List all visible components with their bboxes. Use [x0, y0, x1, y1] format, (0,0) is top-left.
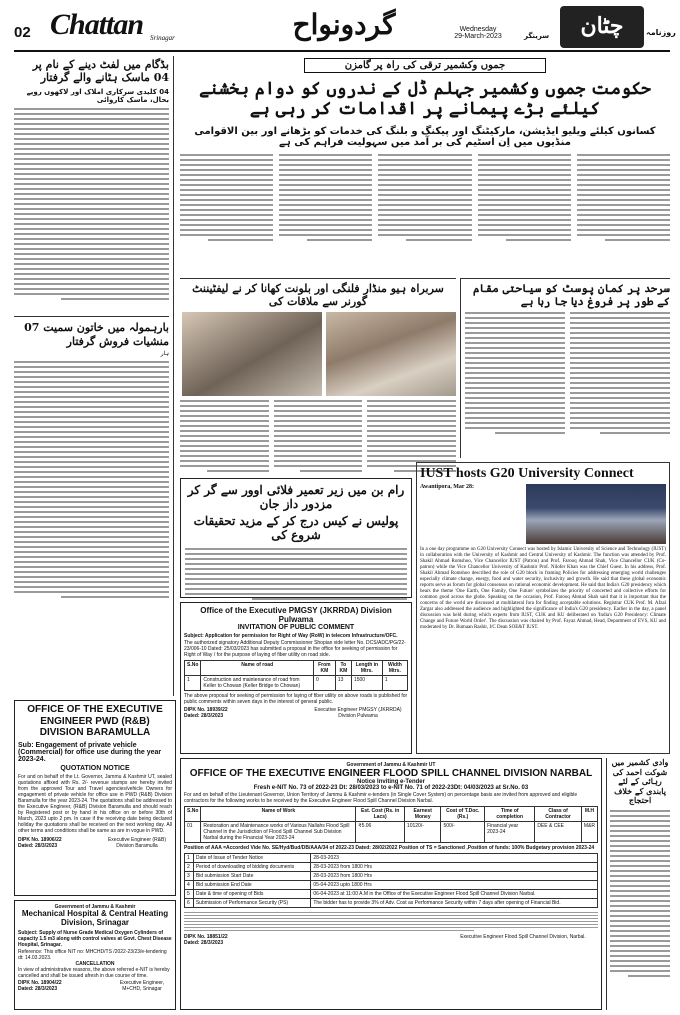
right-bottom-headline: وادی کشمیر میں شوکت احمد کی رہائی کے لئے پابندی کے خلاف احتجاج	[611, 757, 669, 806]
flood-cell-sno: 01	[185, 822, 201, 843]
sched-value: 28-03-2023 from 1800 Hrs	[311, 872, 598, 881]
flood-dipk: DIPK No. 18851/22	[184, 934, 228, 940]
mech-title: Mechanical Hospital & Central Heating Division, Srinagar	[21, 909, 169, 927]
pmgsy-th-length: Length in Mtrs.	[351, 661, 382, 676]
mech-body: In view of administrative reasons, the above referred e-NIT is hereby cancelled and shall be issued afresh in due course of time.	[18, 966, 170, 979]
flood-notes	[184, 912, 598, 931]
flood-dated: Dated: 28/3/2023	[184, 940, 224, 946]
day-text: Wednesday	[459, 26, 497, 33]
flood-cell-mh: M&R	[581, 822, 597, 843]
main-story	[180, 56, 670, 276]
flood-intro: For and on behalf of the Lieutenant Governor, Union Territory of Jammu & Kashmir e-tenders (in Single Cover System) on percentage basis are invited from approved and eligible contractors for the following works to be received by the Executive Engineer Flood Spill Channel Division Narbal.	[184, 792, 578, 804]
pmgsy-signer: Executive Engineer PMGSY (JKRRDA) Division Pulwama	[314, 707, 402, 719]
flood-schedule-table	[184, 853, 598, 908]
pwd-ad	[14, 700, 176, 896]
right-bottom-story	[606, 758, 670, 1010]
flood-th-cost: Est. Cost (Rs. in Lacs)	[356, 807, 405, 822]
lg-body-col3	[180, 400, 269, 480]
story1-title: بڈگام میں لفٹ دینے کے نام پر 04 ماسک ہٹانے والے گرفتار	[32, 58, 169, 85]
pmgsy-cell-road: Construction and maintenance of road from Keller to Chowan (Keller Bridge to Chowan)	[201, 676, 314, 691]
rambaan-subhead: پولیس نے کیس درج کر کے مزید تحقیقات شروع کی	[193, 513, 399, 543]
lg-body-col2	[274, 400, 363, 480]
sched-value: 28-03-2023	[311, 854, 598, 863]
table-row	[185, 872, 598, 881]
main-body-col1	[577, 154, 670, 250]
table-row	[185, 899, 598, 908]
iust-photo	[526, 484, 666, 544]
pwd-dated: Dated: 28/3/2023	[18, 842, 58, 849]
pmgsy-th-to: To KM	[335, 661, 351, 676]
flood-ad	[180, 758, 602, 1010]
flood-cell-earnest: 10120/-	[404, 822, 441, 843]
flood-signer: Executive Engineer Flood Spill Channel Division, Narbal.	[460, 934, 586, 940]
sched-value: The bidder has to provide 3% of Adv. Cost as Performance Security within 7 days after opening of Financial Bid.	[311, 899, 598, 908]
sched-label: Date of Issue of Tender Notice	[193, 854, 311, 863]
pwd-subject: Sub: Engagement of private vehicle (Commercial) for office use during the year 2023-24.	[18, 741, 162, 763]
sched-no: 2	[185, 863, 194, 872]
mech-subject: Subject: Supply of Nurse Grade Medical Oxygen Cylinders of capacity 1.5 m3 along with control valves at Govt. Chest Disease Hospital, Srinagar.	[18, 929, 172, 948]
main-body-col3	[378, 154, 471, 250]
flood-cell-class: DEE & CEE	[535, 822, 582, 843]
mech-dipk: DIPK No. 18904/22	[18, 979, 62, 986]
brand-en: Chattan	[50, 8, 144, 41]
table-row	[185, 854, 598, 863]
table-row	[185, 863, 598, 872]
daily-ur: روزنامہ	[646, 28, 676, 37]
rambaan-body	[185, 548, 407, 600]
section-title: گردونواح	[292, 8, 396, 41]
table-row	[185, 881, 598, 890]
flood-notice: Notice Inviting e-Tender	[357, 779, 425, 785]
sched-value: 28-03-2023 from 1800 Hrs	[311, 863, 598, 872]
sched-no: 5	[185, 890, 194, 899]
sched-no: 3	[185, 872, 194, 881]
sched-label: Bid submission Start Date	[193, 872, 311, 881]
flood-works-table	[184, 806, 598, 843]
pwd-signer: Executive Engineer (R&B) Division Baramulla	[107, 836, 167, 849]
main-body-col4	[279, 154, 372, 250]
main-headline: حکومت جموں وکشمیر جہلم ڈل کے ندروں کو دوام بخشنے کیلئے بڑے پیمانے پر اقدامات کر رہی ہے	[199, 79, 651, 120]
sched-no: 6	[185, 899, 194, 908]
city-ur: سرینگر	[524, 32, 550, 40]
sched-label: Period of downloading of bidding documents	[193, 863, 311, 872]
pmgsy-th-sno: S.No	[185, 661, 201, 676]
pmgsy-cell-length: 1500	[351, 676, 382, 691]
border-story	[460, 278, 670, 458]
iust-body: In a one day programme on G20 University Connect was hosted by Islamic University of Science and Technology (IUST) in collaboration with the University of Kashmir and Central University of Kashmir. The function was attended by Prof. Shakil Ahmad Romshoo, Vice Chancellor IUST (Patron) and Prof. Farooq Ahmad Shah, Vice Chancellor CUK (Co-patron) while the Vice Chancellor University of Kashmir Prof. Nilofer Khan was the Chief Guest. In his address, Prof. Shakil Ahmad Romshoo described the role of G20 block in framing Policies for addressing emerging world challenges especially climate change, energy, food and water security, inclusivity and growth. He said that these global economic reports serve as forum for global consensus on rational economic development. He said that India's G20 presidency which bears the theme 'One Earth, One Family, One Future' symbolizes the priority of concerted and collective efforts for common good across the globe. Speaking on the occasion, Prof. Farooq Ahmad Shah said that it is important that the concerns of the world are discussed at multilateral fora for finding acceptable solutions. Registrar CUK Prof. M. Afzal Zargar also addressed the audience and highlighted the significance of India's G20 presidency. Earlier in the day, a panel discussion was held during which experts from IUST, CUK and KU deliberated on 'India's G20 Presidency: Climate Change and Future World Order'. The discussion was chaired by Prof. Fayaz Ahmad, Head, Department of EVS, KU and moderated by Dr. Bumaan Rashir, I/C Dean SOE&T IUST.	[420, 547, 666, 631]
masthead	[14, 6, 676, 52]
flood-th-earnest: Earnest Money	[404, 807, 441, 822]
pmgsy-body: The authorized signatory Additional Deputy Commissioner Shopian vide letter No. DCS/ADC/PG/22-23/006-10 Dated: 25/03/2023 has submitted a proposal in the office for seeking of permission for Right of Way / for the purpose of laying of fiber utility on road side.	[184, 640, 406, 658]
story2-body	[14, 361, 169, 598]
flood-cell-work: Restoration and Maintenance works of Various Nallahs Flood Spill Channel in the Jurisdiction of Flood Spill Channel Sub Division Narbal during the Financial Year 2023-24	[201, 822, 356, 843]
flood-th-time: Time of completion	[485, 807, 535, 822]
mech-ad	[14, 900, 176, 1010]
flood-th-mh: M.H	[581, 807, 597, 822]
table-row	[185, 822, 598, 843]
pmgsy-cell-to: 13	[335, 676, 351, 691]
pmgsy-th-width: Width Mtrs.	[382, 661, 407, 676]
sched-no: 4	[185, 881, 194, 890]
pwd-notice: QUOTATION NOTICE	[60, 764, 130, 772]
main-kicker: جموں وکشمیر ترقی کی راہ پر گامزن	[304, 58, 546, 73]
iust-headline: IUST hosts G20 University Connect	[420, 466, 634, 481]
date-text: 29-March-2023	[454, 33, 502, 40]
pmgsy-dipk: DIPK No. 18939/22	[184, 707, 228, 713]
pwd-dipk: DIPK No. 18906/22	[18, 836, 62, 843]
mech-govt: Government of Jammu & Kashmir	[54, 904, 136, 910]
date-block	[438, 26, 518, 40]
main-body-col5	[180, 154, 273, 250]
table-row	[185, 890, 598, 899]
sched-no: 1	[185, 854, 194, 863]
pmgsy-title: Office of the Executive PMGSY (JKRRDA) Division Pulwama	[200, 606, 392, 624]
right-bottom-body	[610, 810, 670, 977]
story2-tag: ہار	[160, 349, 169, 357]
brand-logo	[560, 6, 644, 48]
brand-ur: چٹان	[580, 13, 624, 39]
pmgsy-subject: Subject: Application for permission for Right of Way (RoW) in telecom Infrastructure/OFC.	[184, 633, 398, 639]
story2-title: بارہمولہ میں خاتون سمیت 07 منشیات فروش گرفتار	[24, 321, 169, 348]
lg-story	[180, 278, 456, 474]
flood-position: Position of AAA =Accorded Vide No. SE/Hyd/Bud/DB/AAA/34 of 2022-23 Dated: 28/02/2022 Position of TS = Sanctioned ,Position of funds: 100% Budgetary provision 2023-24	[184, 845, 595, 851]
flood-cell-time: Financial year 2023-24	[485, 822, 535, 843]
pwd-body: For and on behalf of the Lt. Governor, Jammu & Kashmir UT, sealed quotations affixed with Rs. 2/- revenue stamps are hereby invited from the approved Tour and Travel agencies/vehicle Owners for engagement of private vehicle for office use in PWD (R&B) Division Baramulla for the year 2023-24. The quotations shall be addressed to the Executive Engineer, (R&B) Division Baramulla and should reach by Registered post or by hand in his office on or before 30th of March, 2023 upto 2 pm. In case if the receiving date being declared holiday the quotations shall be received on the next working day. All other terms and conditions shall be same as are in vogue in PWD.	[18, 773, 172, 834]
page-number: 02	[14, 24, 31, 41]
sched-label: Bid submission End Date	[193, 881, 311, 890]
story1-sub: 04 کلیدی سرکاری املاک اور لاکھوں روپے بحال، ماسک کاروائی	[26, 88, 169, 105]
border-headline: سرحد پر کمان پوسٹ کو سیاحتی مقام کے طور پر فروغ دیا جا رہا ہے	[472, 282, 670, 309]
pmgsy-subtitle: INVITATION OF PUBLIC COMMENT	[237, 624, 355, 631]
pmgsy-th-from: From KM	[313, 661, 335, 676]
left-news-column	[14, 56, 174, 696]
sched-value: 05-04-2023 upto 1800 Hrs	[311, 881, 598, 890]
flood-th-sno: S.No	[185, 807, 201, 822]
flood-govt: Government of Jammu & Kashmir UT	[346, 762, 436, 768]
rambaan-headline: رام بن میں زیر تعمیر فلائی اوور سے گر کر مزدور داز جان	[187, 483, 405, 512]
lg-headline: سربراہ ہیو منڈار فلنگی اور بلونت کھانا کر نے لیفٹیننٹ گورنر سے ملاقات کی	[192, 282, 444, 309]
pmgsy-cell-from: 0	[313, 676, 335, 691]
mech-signer: Executive Engineer, M+CHD, Srinagar	[119, 979, 165, 992]
mech-cancel: CANCELLATION	[75, 960, 115, 967]
mech-dated: Dated: 28/3/2023	[18, 985, 58, 992]
sched-label: Submission of Performance Security (PS)	[193, 899, 311, 908]
iust-dateline: Awantipora, Mar 28:	[420, 484, 474, 491]
flood-title: OFFICE OF THE EXECUTIVE ENGINEER FLOOD SPILL CHANNEL DIVISION NARBAL	[189, 768, 593, 779]
main-subhead: کسانوں کیلئے ویلیو ایڈیشن، مارکیٹنگ اور پیکنگ و بلنگ کی خدمات کو بڑھانے اور بین الاقوامی منڈیوں میں اِن اسٹیم کی بر آمد میں سہولیت فراہم کی ہے	[194, 125, 656, 148]
flood-th-class: Class of Contractor	[535, 807, 582, 822]
sched-value: 06-04-2023 at 11:00 A.M in the Office of the Executive Engineer Flood Spill Channel Division Narbal.	[311, 890, 598, 899]
sched-label: Date & time of opening of Bids	[193, 890, 311, 899]
lg-photo-right	[182, 312, 322, 396]
pmgsy-cell-width: 1	[382, 676, 407, 691]
pwd-title: OFFICE OF THE EXECUTIVE ENGINEER PWD (R&B) DIVISION BARAMULLA	[27, 704, 163, 738]
story1-body	[14, 108, 169, 308]
border-body-col1	[570, 312, 670, 452]
main-body-col2	[478, 154, 571, 250]
flood-cell-tdoc: 500/-	[441, 822, 485, 843]
rambaan-story	[180, 478, 412, 598]
lg-photo-left	[326, 312, 456, 396]
pmgsy-table	[184, 660, 408, 691]
iust-story	[416, 462, 670, 754]
city-en: Srinagar	[150, 34, 175, 42]
flood-nit: Fresh e-NIT No. 73 of 2022-23 Dt: 28/03/2023 to e-NIT No. 71 of 2022-23Dt: 04/03/2023 at Sr.No. 03	[253, 785, 529, 791]
pmgsy-footer: The above proposal for seeking of permission for laying of fiber utility on above roads is published for public comments within seven days in the interest of general public.	[184, 693, 408, 705]
border-body-col2	[465, 312, 565, 452]
flood-th-tdoc: Cost of T.Doc. (Rs.)	[441, 807, 485, 822]
mech-ref: Reference: This office NIT no: MHCHD/TS /2022-23/23/e-tendering dt: 14.03.2023.	[18, 948, 167, 961]
pmgsy-cell-sno: 1	[185, 676, 201, 691]
flood-th-work: Name of Work	[201, 807, 356, 822]
table-row	[185, 676, 408, 691]
flood-cell-cost: ₹5.06	[356, 822, 405, 843]
pmgsy-dated: Dated: 28/3/2023	[184, 713, 224, 719]
pmgsy-ad	[180, 602, 412, 754]
pmgsy-th-road: Name of road	[201, 661, 314, 676]
